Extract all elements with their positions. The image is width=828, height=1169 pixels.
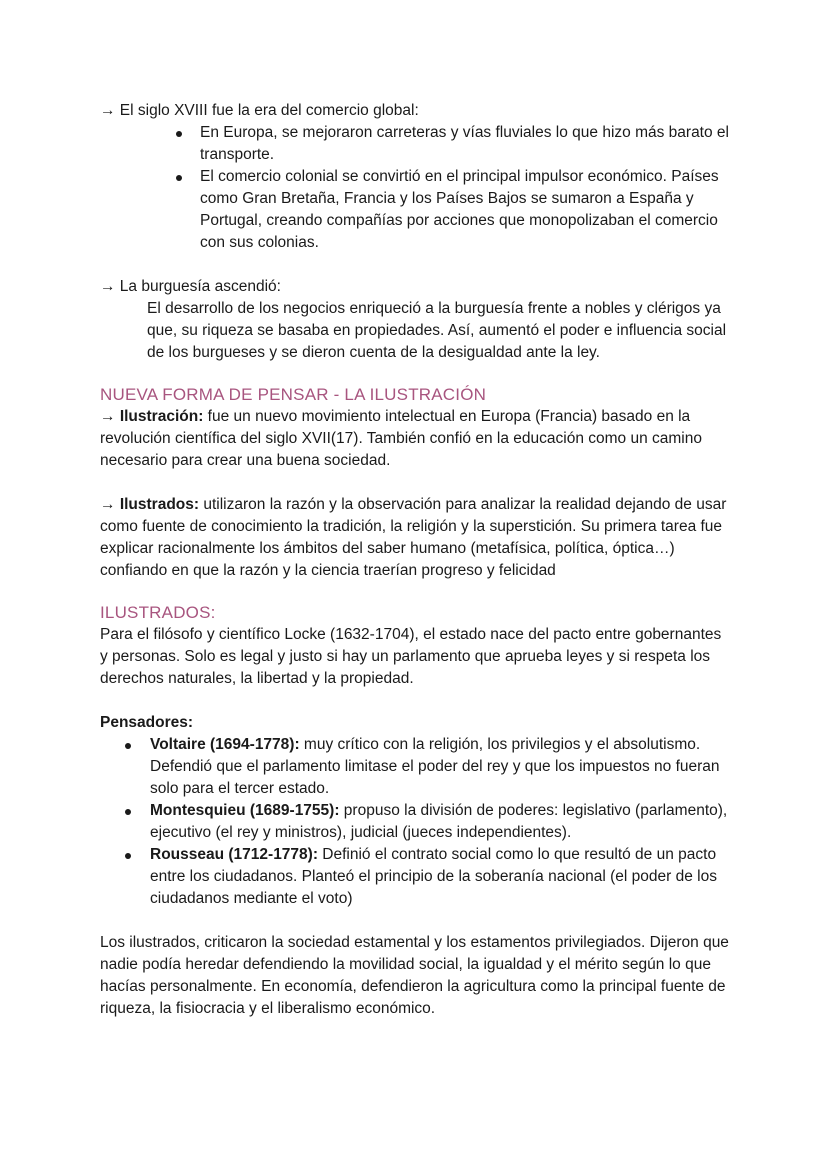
- term-ilustracion: Ilustración:: [119, 408, 204, 425]
- list-item: [200, 166, 730, 254]
- thinker-text: muy crítico con la religión, los privilegios y el absolutismo. Defendió que el parlamento limitase el poder del rey y que los impuestos no fueran solo para el tercer estado.: [150, 736, 720, 797]
- ilustrados-text: utilizaron la razón y la observación para analizar la realidad dejando de usar como fuente de conocimiento la tradición, la religión y la superstición. Su primera tarea fue explicar racionalmente los ámbitos del saber humano (metafísica, política, óptica…) confiando en que la razón y la ciencia traerían progreso y felicidad: [100, 496, 727, 579]
- bullet-icon: [176, 175, 182, 181]
- bullet-icon: [176, 131, 182, 137]
- spacer: [100, 910, 730, 932]
- section-heading-ilustrados: ILUSTRADOS:: [100, 603, 216, 622]
- list-item: [150, 800, 730, 844]
- ilustracion-paragraph: [100, 406, 730, 472]
- thinker-name: Voltaire (1694-1778):: [150, 736, 300, 753]
- section-heading-ilustracion: NUEVA FORMA DE PENSAR - LA ILUSTRACIÓN: [100, 385, 487, 404]
- bullet-icon: [125, 853, 131, 859]
- thinker-name: Rousseau (1712-1778):: [150, 846, 318, 863]
- term-ilustrados: Ilustrados:: [119, 496, 200, 513]
- thinkers-list: [100, 734, 730, 910]
- ilustracion-text: fue un nuevo movimiento intelectual en Europa (Francia) basado en la revolución científica del siglo XVII(17). También confió en la educación como un camino necesario para crear una buena sociedad.: [100, 408, 702, 469]
- spacer: [100, 472, 730, 494]
- spacer: [100, 582, 730, 594]
- bullet-icon: [125, 809, 131, 815]
- bullet-icon: [125, 743, 131, 749]
- commerce-list: [100, 122, 730, 254]
- list-item: [150, 844, 730, 910]
- spacer: [100, 254, 730, 276]
- thinkers-label-text: Pensadores:: [100, 714, 194, 731]
- list-item: [200, 122, 730, 166]
- ilustrados-paragraph: [100, 494, 730, 582]
- document-page: [100, 100, 730, 1020]
- spacer: [100, 364, 730, 376]
- thinker-text: propuso la división de poderes: legislativo (parlamento), ejecutivo (el rey y ministros), judicial (jueces independientes).: [150, 802, 728, 841]
- arrow-icon: →: [100, 496, 120, 513]
- list-item-text: El comercio colonial se convirtió en el principal impulsor económico. Países como Gran Bretaña, Francia y los Países Bajos se sumaron a España y Portugal, creando compañías por acciones que monopolizaban el comercio con sus colonias.: [200, 168, 719, 251]
- thinker-text: Definió el contrato social como lo que resultó de un pacto entre los ciudadanos. Planteó el principio de la soberanía nacional (el poder de los ciudadanos mediante el voto): [150, 846, 717, 907]
- bourgeoisie-intro: → La burguesía ascendió:: [100, 278, 281, 295]
- locke-paragraph: Para el filósofo y científico Locke (1632-1704), el estado nace del pacto entre gobernantes y personas. Solo es legal y justo si hay un parlamento que aprueba leyes y si respeta los derechos naturales, la libertad y la propiedad.: [100, 626, 722, 687]
- arrow-icon: →: [100, 408, 120, 425]
- bourgeoisie-text: El desarrollo de los negocios enriqueció a la burguesía frente a nobles y clérigos ya que, su riqueza se basaba en propiedades. Así, aumentó el poder e influencia social de los burgueses y se dieron cuenta de la desigualdad ante la ley.: [147, 300, 727, 361]
- thinkers-label: [100, 712, 730, 734]
- spacer: [100, 690, 730, 712]
- commerce-intro: → El siglo XVIII fue la era del comercio global:: [100, 102, 419, 119]
- list-item-text: En Europa, se mejoraron carreteras y vías fluviales lo que hizo más barato el transporte.: [200, 124, 729, 163]
- conclusion-paragraph: Los ilustrados, criticaron la sociedad estamental y los estamentos privilegiados. Dijeron que nadie podía heredar defendiendo la movilidad social, la igualdad y el mérito según lo que hacías personalmente. En economía, defendieron la agricultura como la principal fuente de riqueza, la fisiocracia y el liberalismo económico.: [100, 934, 729, 1017]
- list-item: [150, 734, 730, 800]
- thinker-name: Montesquieu (1689-1755):: [150, 802, 340, 819]
